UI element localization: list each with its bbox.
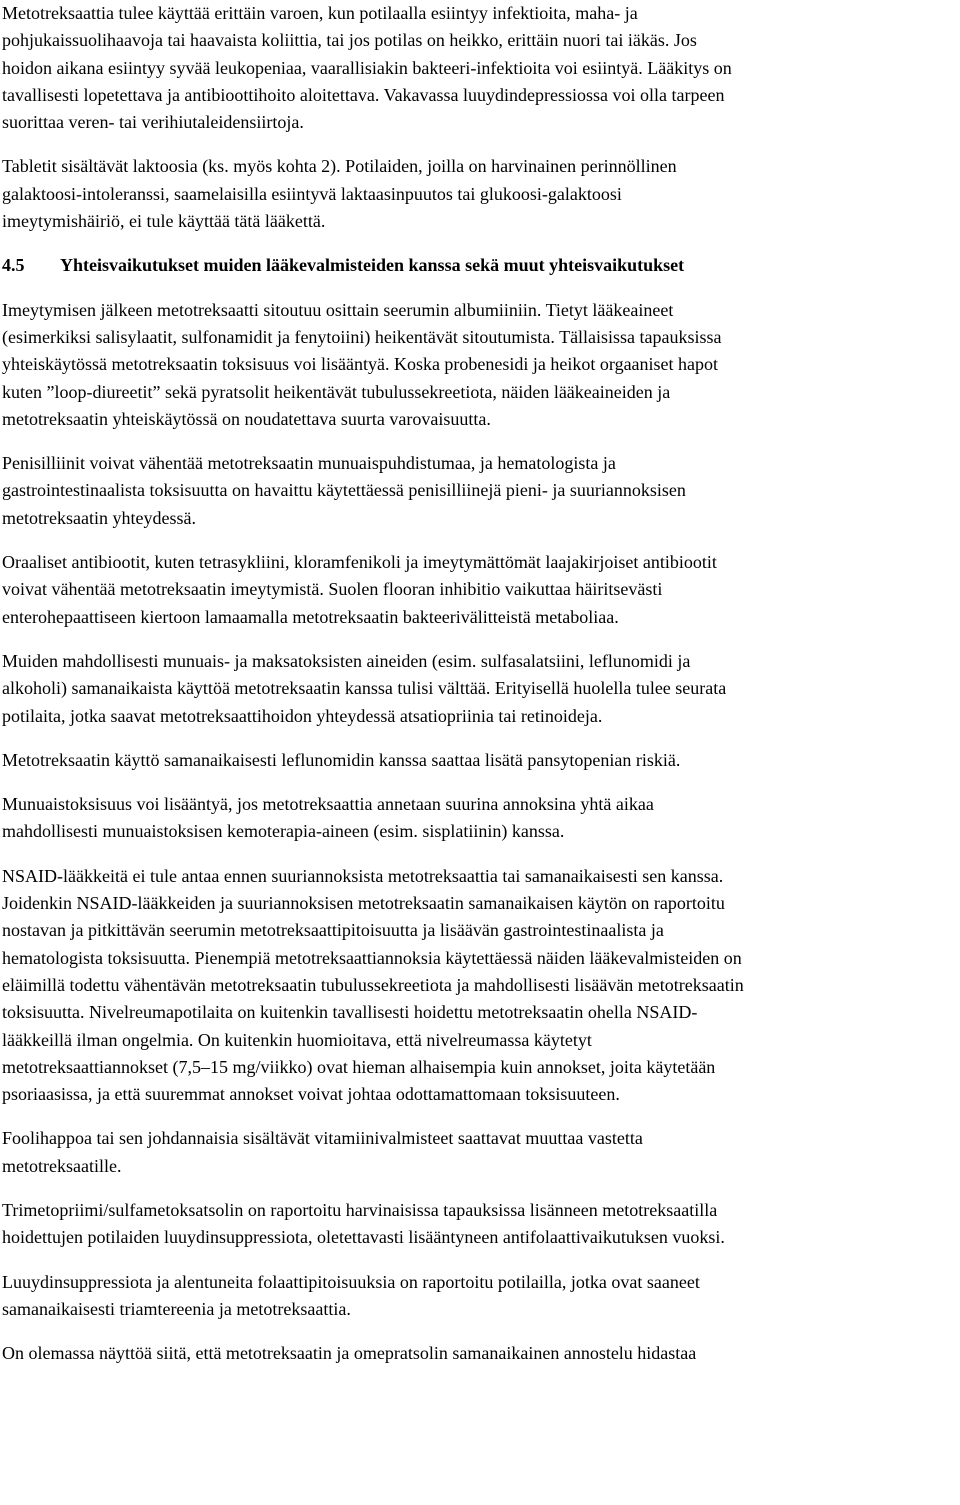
section-title: Yhteisvaikutukset muiden lääkevalmisteiden kanssa sekä muut yhteisvaikutukset — [60, 255, 685, 276]
paragraph: Trimetopriimi/sulfametoksatsolin on raportoitu harvinaisissa tapauksissa lisänneen metotreksaatilla hoidettujen potilaiden luuydinsuppressiota, oletettavasti lisääntyneen antifolaattivaikutuksen vuoksi. — [2, 1199, 725, 1248]
section-heading — [2, 252, 958, 279]
document-page — [2, 0, 958, 1367]
paragraph: Imeytymisen jälkeen metotreksaatti sitoutuu osittain seerumin albumiiniin. Tietyt lääkeaineet (esimerkiksi salisylaatit, sulfonamidit ja fenytoiini) heikentävät sitoutumista. Tällaisissa tapauksissa yhteiskäytössä metotreksaatin toksisuus voi lisääntyä. Koska probenesidi ja heikot orgaaniset hapot kuten ”loop-diureetit” sekä pyratsolit heikentävät tubulussekreetiota, näiden lääkeaineiden ja metotreksaatin yhteiskäytössä on noudatettava suurta varovaisuutta. — [2, 299, 722, 429]
paragraph: Luuydinsuppressiota ja alentuneita folaattipitoisuuksia on raportoitu potilailla, jotka ovat saaneet samanaikaisesti triamtereenia ja metotreksaattia. — [2, 1271, 700, 1319]
paragraph: Metotreksaatin käyttö samanaikaisesti leflunomidin kanssa saattaa lisätä pansytopenian riskiä. — [2, 749, 681, 770]
paragraph: Metotreksaattia tulee käyttää erittäin varoen, kun potilaalla esiintyy infektioita, maha- ja pohjukaissuolihaavoja tai haavaista koliittia, tai jos potilas on heikko, erittäin nuori tai iäkäs. Jos hoidon aikana esiintyy syvää leukopeniaa, vaarallisiakin bakteeri-infektioita voi esiintyä. Lääkitys on tavallisesti lopetettava ja antibioottihoito aloitettava. Vakavassa luuydindepressiossa voi olla tarpeen suorittaa veren- tai verihiutaleidensiirtoja. — [2, 3, 732, 133]
paragraph: On olemassa näyttöä siitä, että metotreksaatin ja omepratsolin samanaikainen annostelu hidastaa — [2, 1343, 697, 1364]
paragraph: Foolihappoa tai sen johdannaisia sisältävät vitamiinivalmisteet saattavat muuttaa vastetta metotreksaatille. — [2, 1128, 643, 1176]
paragraph: Muiden mahdollisesti munuais- ja maksatoksisten aineiden (esim. sulfasalatsiini, leflunomidi ja alkoholi) samanaikaista käyttöä metotreksaatin kanssa tulisi välttää. Erityisellä huolella tulee seurata potilaita, jotka saavat metotreksaattihoidon yhteydessä atsatiopriinia tai retinoideja. — [2, 650, 727, 726]
paragraph: Munuaistoksisuus voi lisääntyä, jos metotreksaattia annetaan suurina annoksina yhtä aikaa mahdollisesti munuaistoksisen kemoterapia-aineen (esim. sisplatiinin) kanssa. — [2, 794, 654, 842]
paragraph: Oraaliset antibiootit, kuten tetrasykliini, kloramfenikoli ja imeytymättömät laajakirjoiset antibiootit voivat vähentää metotreksaatin imeytymistä. Suolen flooran inhibitio vaikuttaa häiritsevästi enterohepaattiseen kiertoon lamaamalla metotreksaatin bakteerivälitteistä metaboliaa. — [2, 552, 717, 627]
paragraph: Tabletit sisältävät laktoosia (ks. myös kohta 2). Potilaiden, joilla on harvinainen perinnöllinen galaktoosi-intoleranssi, saamelaisilla esiintyvä laktaasinpuutos tai glukoosi-galaktoosi imeytymishäiriö, ei tule käyttää tätä lääkettä. — [2, 156, 677, 232]
section-number: 4.5 — [2, 255, 25, 276]
paragraph: Penisilliinit voivat vähentää metotreksaatin munuaispuhdistumaa, ja hematologista ja gastrointestinaalista toksisuutta on havaittu käytettäessä penisilliinejä pieni- ja suuriannoksisen metotreksaatin yhteydessä. — [2, 453, 686, 528]
paragraph: NSAID-lääkkeitä ei tule antaa ennen suuriannoksista metotreksaattia tai samanaikaisesti sen kanssa. Joidenkin NSAID-lääkkeiden ja suuriannoksisen metotreksaatin samanaikaisen käytön on raportoitu nostavan ja pitkittävän seerumin metotreksaattipitoisuutta ja lisäävän gastrointestinaalista ja hematologista toksisuutta. Pienempiä metotreksaattiannoksia käytettäessä näiden lääkevalmisteiden on eläimillä todettu vähentävän metotreksaatin tubulussekreetiota ja mahdollisesti lisäävän metotreksaatin toksisuutta. Nivelreumapotilaita on kuitenkin tavallisesti hoidettu metotreksaatin ohella NSAID- lääkkeillä ilman ongelmia. On kuitenkin huomioitava, että nivelreumassa käytetyt metotreksaattiannokset (7,5–15 mg/viikko) ovat hieman alhaisempia kuin annokset, joita käytetään psoriaasissa, ja että suuremmat annokset voivat johtaa odottamattomaan toksisuuteen. — [2, 865, 744, 1105]
